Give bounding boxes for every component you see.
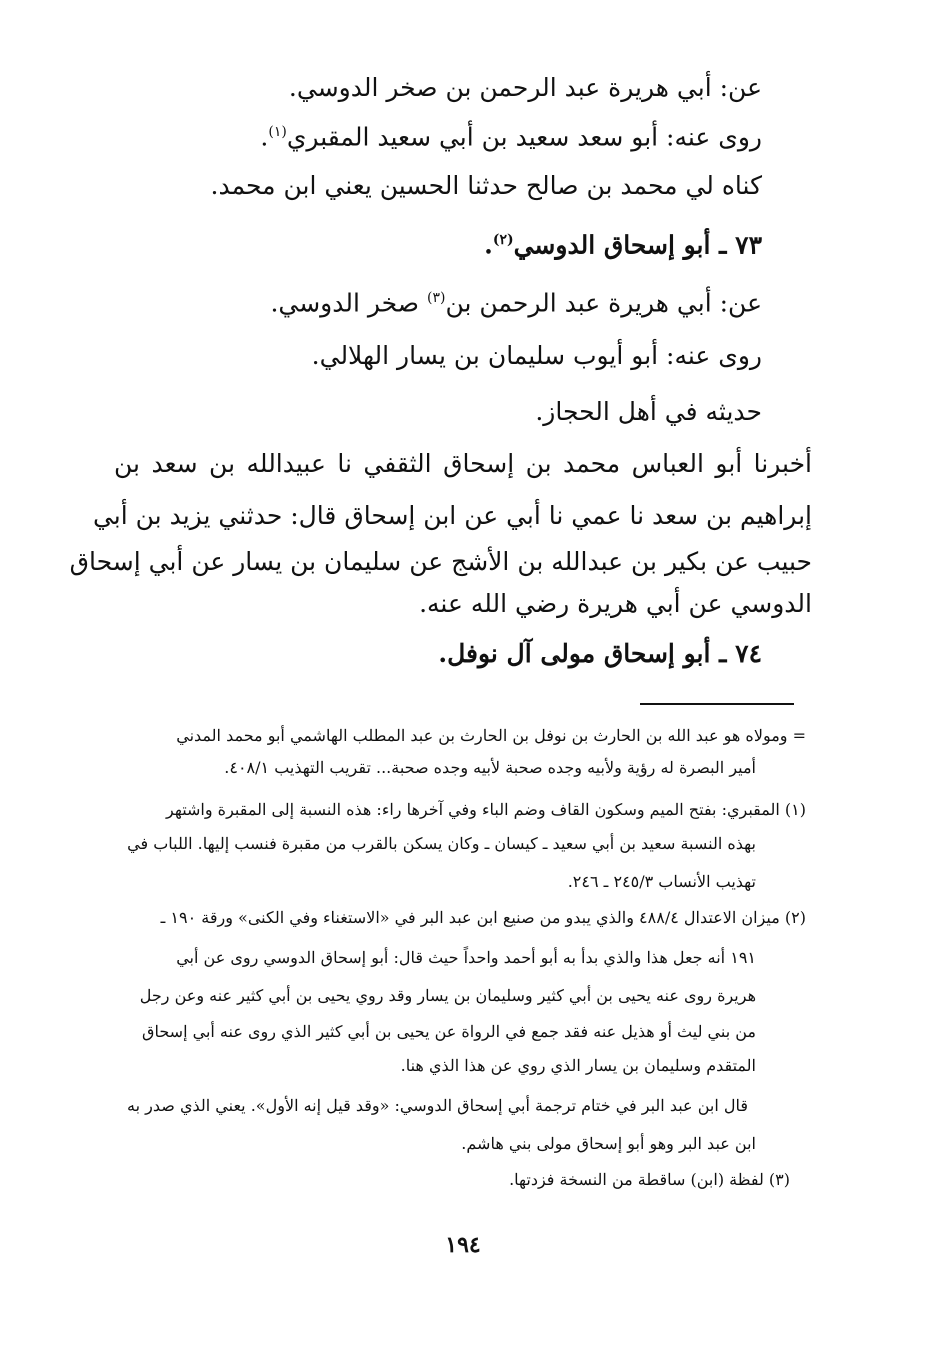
footnote-line-11: قال ابن عبد البر في ختام ترجمة أبي إسحاق الدوسي: «وقد قيل إنه الأول». يعني الذي صدر به bbox=[127, 1096, 748, 1115]
footnote-line-13: (٣) لفظة (ابن) ساقطة من النسخة فزدتها. bbox=[509, 1170, 790, 1189]
main-line-6: روى عنه: أبو أيوب سليمان بن يسار الهلالي. bbox=[311, 341, 762, 370]
main-line-8: أخبرنا أبو العباس محمد بن إسحاق الثقفي نا عبيدالله بن سعد بن bbox=[114, 449, 812, 478]
entry-heading-73-text: ٧٣ ـ أبو إسحاق الدوسي bbox=[513, 230, 762, 260]
page-number: ١٩٤ bbox=[445, 1232, 481, 1258]
main-line-2-end: . bbox=[260, 122, 269, 152]
main-line-3: كناه لي محمد بن صالح حدثنا الحسين يعني ابن محمد. bbox=[210, 171, 762, 200]
main-line-1: عن: أبي هريرة عبد الرحمن بن صخر الدوسي. bbox=[288, 73, 762, 102]
main-line-5-a: عن: أبي هريرة عبد الرحمن بن bbox=[445, 288, 762, 318]
entry-heading-73-end: . bbox=[484, 230, 493, 260]
footnote-line-6: (٢) ميزان الاعتدال ٤٨٨/٤ والذي يبدو من صنيع ابن عبد البر في «الاستغناء وفي الكنى» ورقة ١٩٠ ـ bbox=[160, 908, 806, 927]
entry-heading-74: ٧٤ ـ أبو إسحاق مولى آل نوفل. bbox=[438, 639, 762, 668]
footnote-separator bbox=[640, 703, 794, 705]
footnote-line-3: (١) المقبري: بفتح الميم وسكون القاف وضم الباء وفي آخرها راء: هذه النسبة إلى المقبرة واشتهر bbox=[165, 800, 806, 819]
footnote-line-7: ١٩١ أنه جعل هذا والذي بدأ به أبو أحمد واحداً حيث قال: أبو إسحاق الدوسي روى عن أبي bbox=[176, 948, 756, 967]
footnote-line-5: تهذيب الأنساب ٢٤٥/٣ ـ ٢٤٦. bbox=[567, 872, 756, 891]
footnote-line-8: هريرة روى عنه يحيى بن أبي كثير وسليمان بن يسار وقد روي يحيى بن أبي كثير عنه وعن رجل bbox=[139, 986, 756, 1005]
main-line-7: حديثه في أهل الحجاز. bbox=[535, 397, 762, 426]
main-line-2 bbox=[260, 112, 762, 157]
entry-heading-73 bbox=[484, 220, 762, 265]
footnote-line-12: ابن عبد البر وهو أبو إسحاق مولى بني هاشم. bbox=[461, 1134, 756, 1153]
footnote-line-4: بهذه النسبة سعيد بن أبي سعيد ـ كيسان ـ وكان يسكن بالقرب من مقبرة فنسب إليها. اللباب في bbox=[127, 834, 756, 853]
main-line-5-b: صخر الدوسي. bbox=[270, 288, 427, 318]
main-line-10: حبيب عن بكير بن عبدالله بن الأشج عن سليمان بن يسار عن أبي إسحاق bbox=[69, 547, 812, 576]
footnote-line-2: أمير البصرة له رؤية ولأبيه وجده صحبة لأبيه وجده صحبة... تقريب التهذيب ٤٠٨/١. bbox=[224, 758, 756, 777]
main-line-9: إبراهيم بن سعد نا عمي نا أبي عن ابن إسحاق قال: حدثني يزيد بن أبي bbox=[92, 501, 812, 530]
footnote-line-10: المتقدم وسليمان بن يسار الذي روي عن هذا الذي هنا. bbox=[400, 1056, 756, 1075]
footnote-ref-3[interactable]: (٣) bbox=[426, 290, 446, 306]
main-line-2-text: روى عنه: أبو سعد سعيد بن أبي سعيد المقبري bbox=[286, 122, 762, 152]
footnote-line-1: = ومولاه هو عبد الله بن الحارث بن نوفل بن الحارث بن عبد المطلب الهاشمي أبو محمد المدني bbox=[176, 726, 806, 745]
footnote-ref-1[interactable]: (١) bbox=[268, 124, 287, 140]
footnote-ref-2[interactable]: (٢) bbox=[492, 232, 514, 248]
main-line-5 bbox=[270, 278, 762, 323]
footnote-line-9: من بني ليث أو هذيل عنه فقد جمع في الرواة عن يحيى بن أبي كثير الذي روى عنه أبي إسحاق bbox=[142, 1022, 756, 1041]
main-line-11: الدوسي عن أبي هريرة رضي الله عنه. bbox=[419, 589, 812, 618]
